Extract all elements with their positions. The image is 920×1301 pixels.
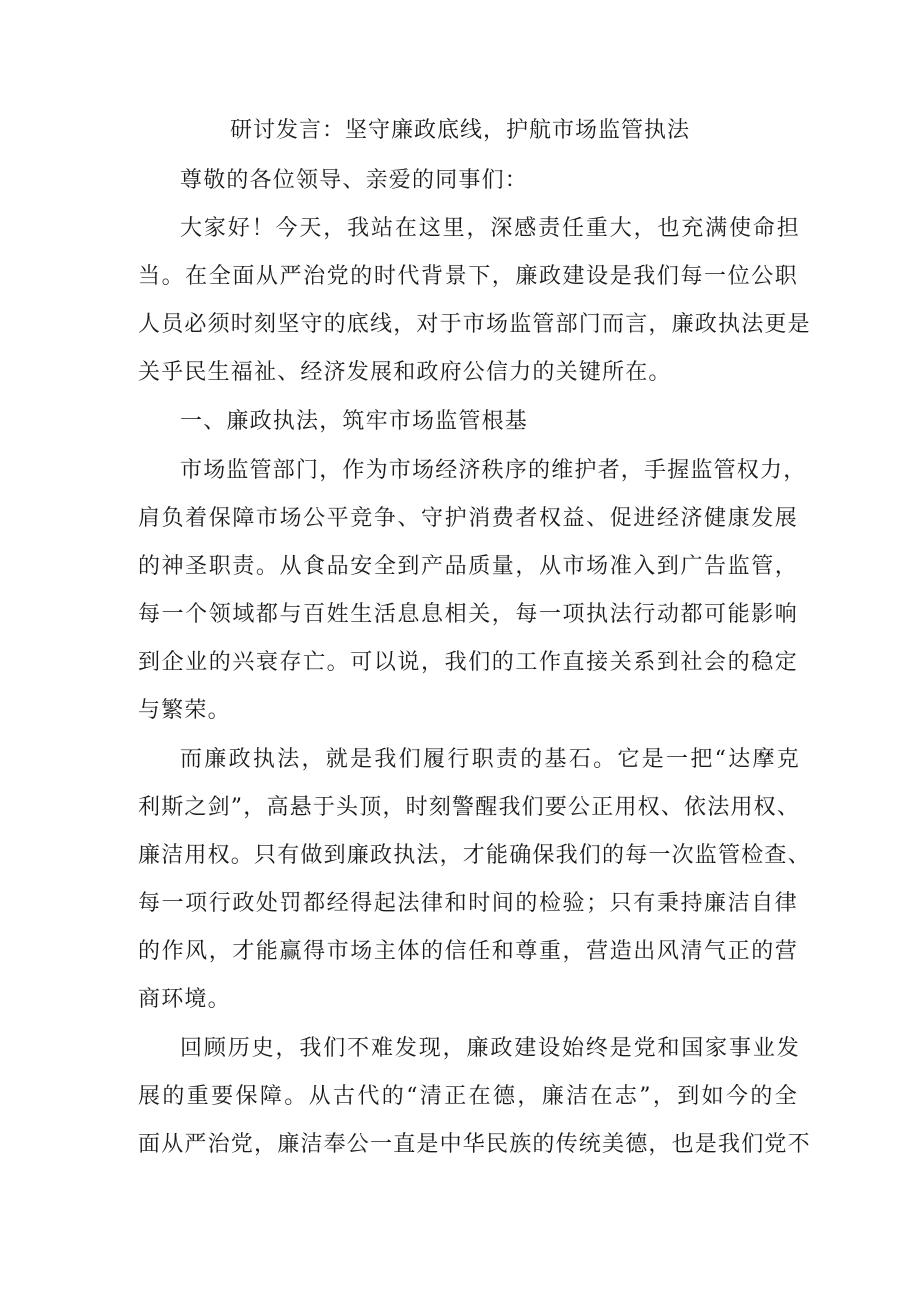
body-line: 与繁荣。	[138, 698, 231, 723]
salutation-line: 尊敬的各位领导、亲爱的同事们：	[180, 168, 529, 193]
body-line: 而廉政执法，就是我们履行职责的基石。它是一把“达摩克	[180, 747, 800, 772]
body-line: 每一个领域都与百姓生活息息相关，每一项执法行动都可能影响	[138, 602, 798, 627]
body-line: 回顾历史，我们不难发现，廉政建设始终是党和国家事业发	[180, 1036, 800, 1061]
body-line: 廉洁用权。只有做到廉政执法，才能确保我们的每一次监管检查、	[138, 843, 811, 868]
body-line: 每一项行政处罚都经得起法律和时间的检验；只有秉持廉洁自律	[138, 891, 798, 916]
body-line: 当。在全面从严治党的时代背景下，廉政建设是我们每一位公职	[138, 264, 798, 289]
body-line: 的神圣职责。从食品安全到产品质量，从市场准入到广告监管，	[138, 554, 798, 579]
body-line: 的作风，才能赢得市场主体的信任和尊重，营造出风清气正的营	[138, 939, 798, 964]
body-line: 到企业的兴衰存亡。可以说，我们的工作直接关系到社会的稳定	[138, 650, 798, 675]
body-line: 利斯之剑”，高悬于头顶，时刻警醒我们要公正用权、依法用权、	[138, 795, 801, 820]
body-line: 大家好！今天，我站在这里，深感责任重大，也充满使命担	[180, 216, 800, 241]
body-line: 展的重要保障。从古代的“清正在德，廉洁在志”，到如今的全	[138, 1084, 798, 1109]
body-line: 面从严治党，廉洁奉公一直是中华民族的传统美德，也是我们党不	[138, 1132, 811, 1157]
body-line: 肩负着保障市场公平竞争、守护消费者权益、促进经济健康发展	[138, 506, 798, 531]
body-line: 人员必须时刻坚守的底线，对于市场监管部门而言，廉政执法更是	[138, 312, 811, 337]
body-line: 关乎民生福祉、经济发展和政府公信力的关键所在。	[138, 360, 672, 385]
body-line: 商环境。	[138, 987, 231, 1012]
document-title: 研讨发言：坚守廉政底线，护航市场监管执法	[229, 118, 690, 143]
body-line: 市场监管部门，作为市场经济秩序的维护者，手握监管权力，	[180, 458, 807, 483]
section-heading: 一、廉政执法，筑牢市场监管根基	[180, 409, 529, 434]
